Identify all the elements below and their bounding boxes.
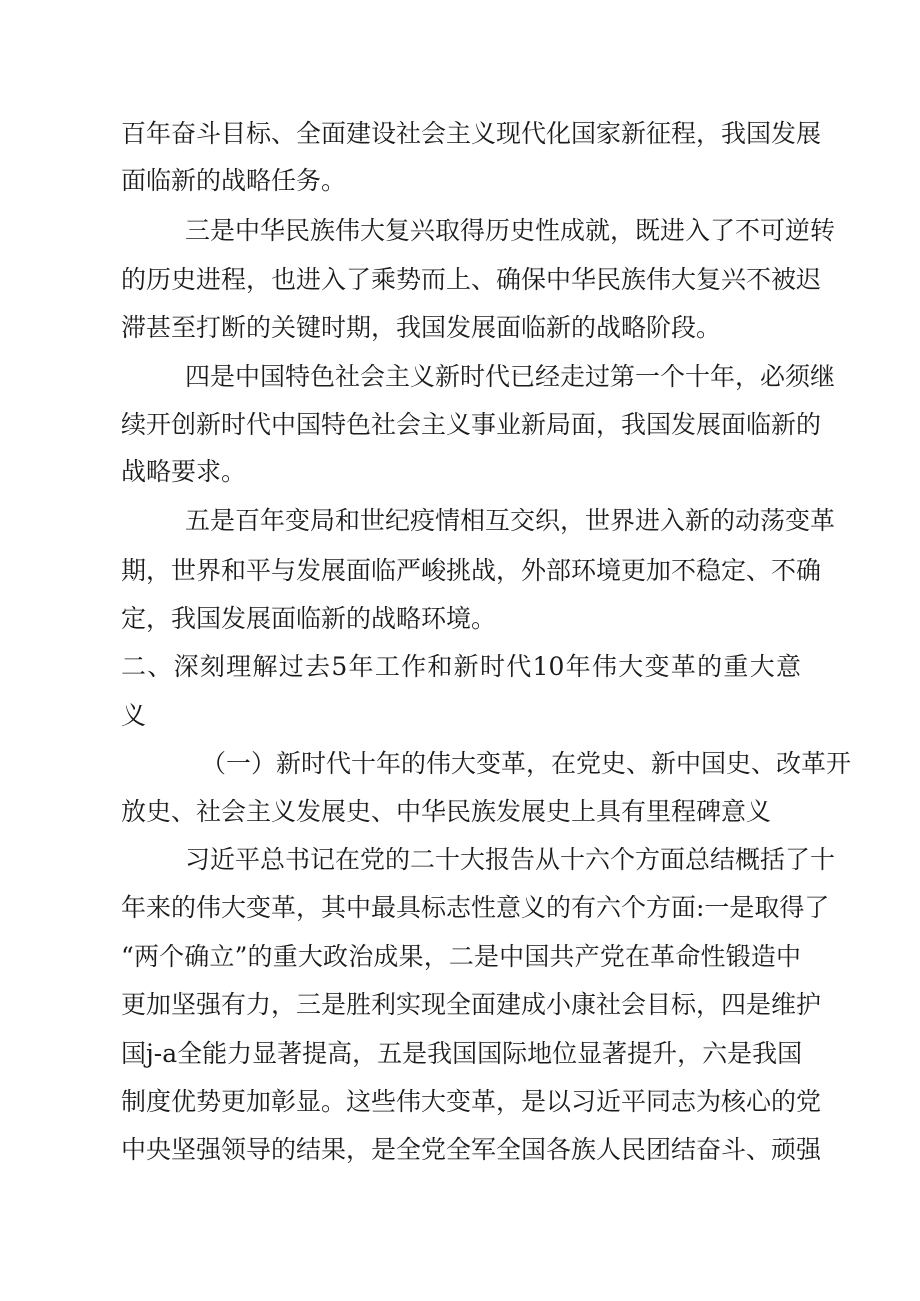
text-line: “两个确立”的重大政治成果，二是中国共产党在革命性锻造中: [121, 942, 801, 971]
text-line: 中央坚强领导的结果，是全党全军全国各族人民团结奋斗、顽强: [121, 1135, 822, 1164]
text-line: 定，我国发展面临新的战略环境。: [121, 604, 497, 633]
text-line: 的历史进程，也进入了乘势而上、确保中华民族伟大复兴不被迟: [121, 265, 822, 294]
section-heading: 义: [121, 701, 147, 730]
subsection-heading: 放史、社会主义发展史、中华民族发展史上具有里程碑意义: [121, 797, 772, 826]
text-line: 国j-a全能力显著提高，五是我国国际地位显著提升，六是我国: [121, 1039, 803, 1068]
subsection-heading: （一）新时代十年的伟大变革，在党史、新中国史、改革开: [201, 749, 852, 778]
text-line: 习近平总书记在党的二十大报告从十六个方面总结概括了十: [185, 845, 836, 874]
text-line: 年来的伟大变革，其中最具标志性意义的有六个方面:一是取得了: [121, 893, 830, 922]
text-line: 三是中华民族伟大复兴取得历史性成就，既进入了不可逆转: [185, 216, 836, 245]
text-line: 更加坚强有力，三是胜利实现全面建成小康社会目标，四是维护: [121, 990, 822, 1019]
text-line: 期，世界和平与发展面临严峻挑战，外部环境更加不稳定、不确: [121, 556, 822, 585]
text-line: 续开创新时代中国特色社会主义事业新局面，我国发展面临新的: [121, 410, 822, 439]
text-line: 滞甚至打断的关键时期，我国发展面临新的战略阶段。: [121, 313, 722, 342]
section-heading: 二、深刻理解过去5年工作和新时代10年伟大变革的重大意: [121, 652, 801, 681]
text-line: 战略要求。: [121, 457, 247, 486]
text-line: 四是中国特色社会主义新时代已经走过第一个十年，必须继: [185, 362, 836, 391]
text-line: 制度优势更加彰显。这些伟大变革，是以习近平同志为核心的党: [121, 1087, 822, 1116]
text-line: 五是百年变局和世纪疫情相互交织，世界进入新的动荡变革: [185, 506, 836, 535]
text-line: 百年奋斗目标、全面建设社会主义现代化国家新征程，我国发展: [121, 119, 822, 148]
text-line: 面临新的战略任务。: [121, 166, 347, 195]
